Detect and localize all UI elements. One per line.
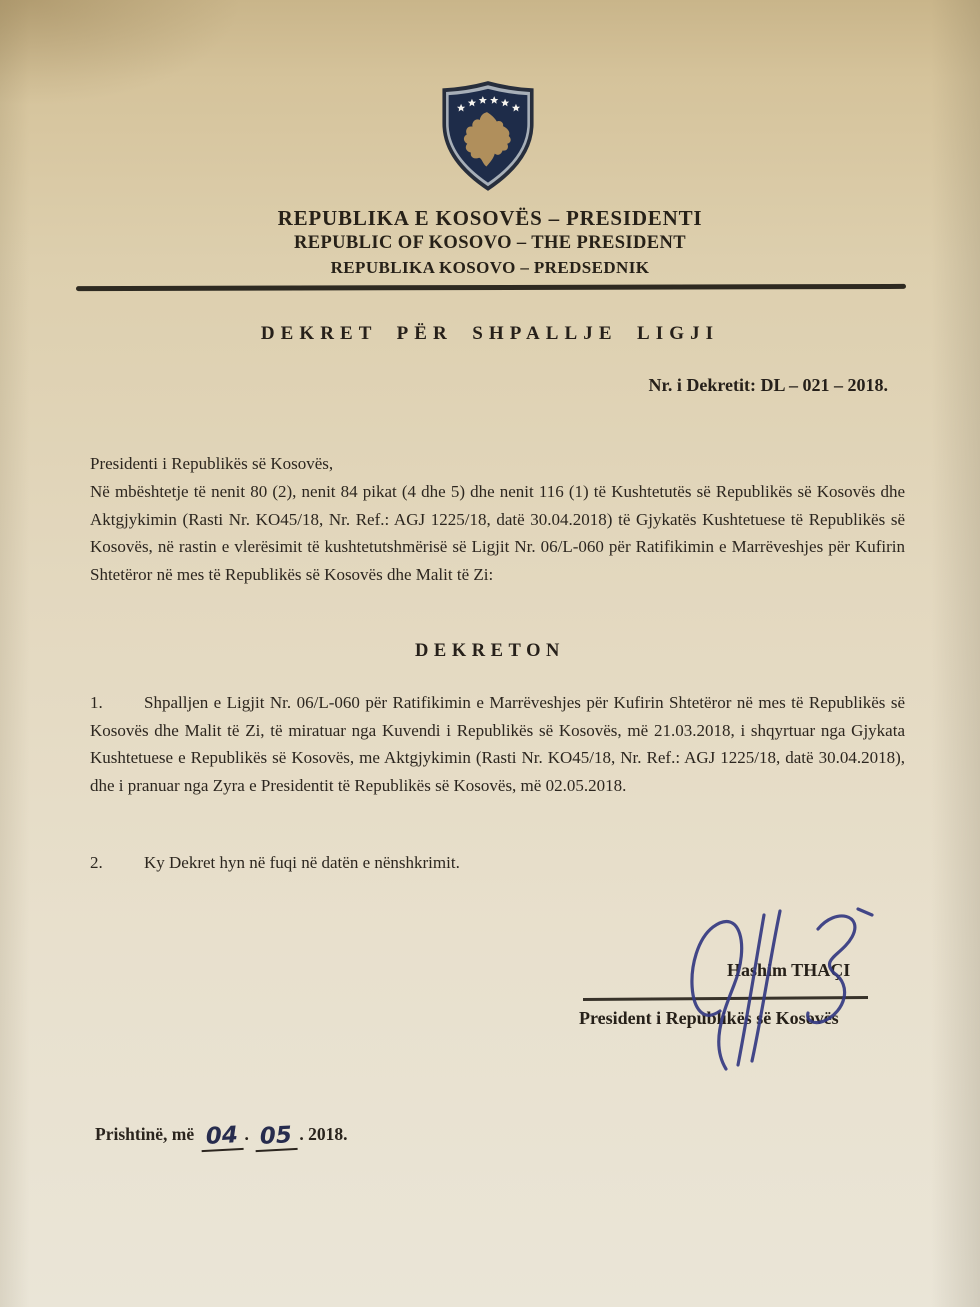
decree-item-1-text: Shpalljen e Ligjit Nr. 06/L-060 për Ratifikimin e Marrëveshjes për Kufirin Shtetëror në mes të Republikës së Kosovës dhe Malit të Zi, të miratuar nga Kuvendi i Republikës së Kosovës, më 21.03.2018, i shqyrtuar nga Gjykata Kushtetuese e Republikës së Kosovës, me Aktgjykimin (Rasti Nr. KO45/18, Nr. Ref.: AGJ 1225/18, datë 30.04.2018), dhe i pranuar nga Zyra e Presidentit të Republikës së Kosovës, më 02.05.2018.	[90, 693, 905, 795]
handwritten-day: 04	[200, 1124, 243, 1152]
decree-number: Nr. i Dekretit: DL – 021 – 2018.	[648, 375, 888, 395]
signatory-name: Hashim THAÇI	[727, 960, 851, 980]
header-line-english: REPUBLIC OF KOSOVO – THE PRESIDENT	[293, 233, 687, 253]
decree-item-2-text: Ky Dekret hyn në fuqi në datën e nënshkrimit.	[144, 853, 460, 872]
month-dot: .	[299, 1124, 304, 1144]
document-title: DEKRET PËR SHPALLJE LIGJI	[260, 323, 720, 344]
header-line-albanian: REPUBLIKA E KOSOVËS – PRESIDENTI	[277, 206, 703, 230]
header-line-serbian: REPUBLIKA KOSOVO – PREDSEDNIK	[330, 258, 650, 277]
decree-heading: DEKRETON	[415, 641, 565, 661]
kosovo-coat-of-arms-icon	[432, 78, 544, 194]
decree-item-2-number: 2.	[90, 853, 103, 872]
salutation-line: Presidenti i Republikës së Kosovës,	[90, 454, 334, 473]
header-divider-rule	[76, 284, 906, 291]
day-dot: .	[244, 1124, 249, 1144]
decree-item-1	[90, 689, 905, 799]
decree-item-1-number: 1.	[90, 693, 103, 712]
handwritten-signature-icon	[668, 893, 883, 1073]
place-label: Prishtinë, më	[95, 1124, 195, 1144]
preamble-paragraph: Në mbështetje të nenit 80 (2), nenit 84 pikat (4 dhe 5) dhe nenit 116 (1) të Kushtetutës së Republikës së Kosovës dhe Aktgjykimin (Rasti Nr. KO45/18, Nr. Ref.: AGJ 1225/18, datë 30.04.2018) të Gjykatës Kushtetuese të Republikës së Kosovës, në rastin e vlerësimit të kushtetutshmërisë së Ligjit Nr. 06/L-060 për Ratifikimin e Marrëveshjes për Kufirin Shtetëror në mes të Republikës së Kosovës dhe Malit të Zi:	[90, 482, 905, 584]
decree-item-2	[90, 849, 905, 877]
signatory-title: President i Republikës së Kosovës	[579, 1008, 839, 1028]
handwritten-month: 05	[255, 1124, 298, 1152]
date-line	[95, 1124, 347, 1151]
year-text: 2018.	[308, 1124, 348, 1144]
